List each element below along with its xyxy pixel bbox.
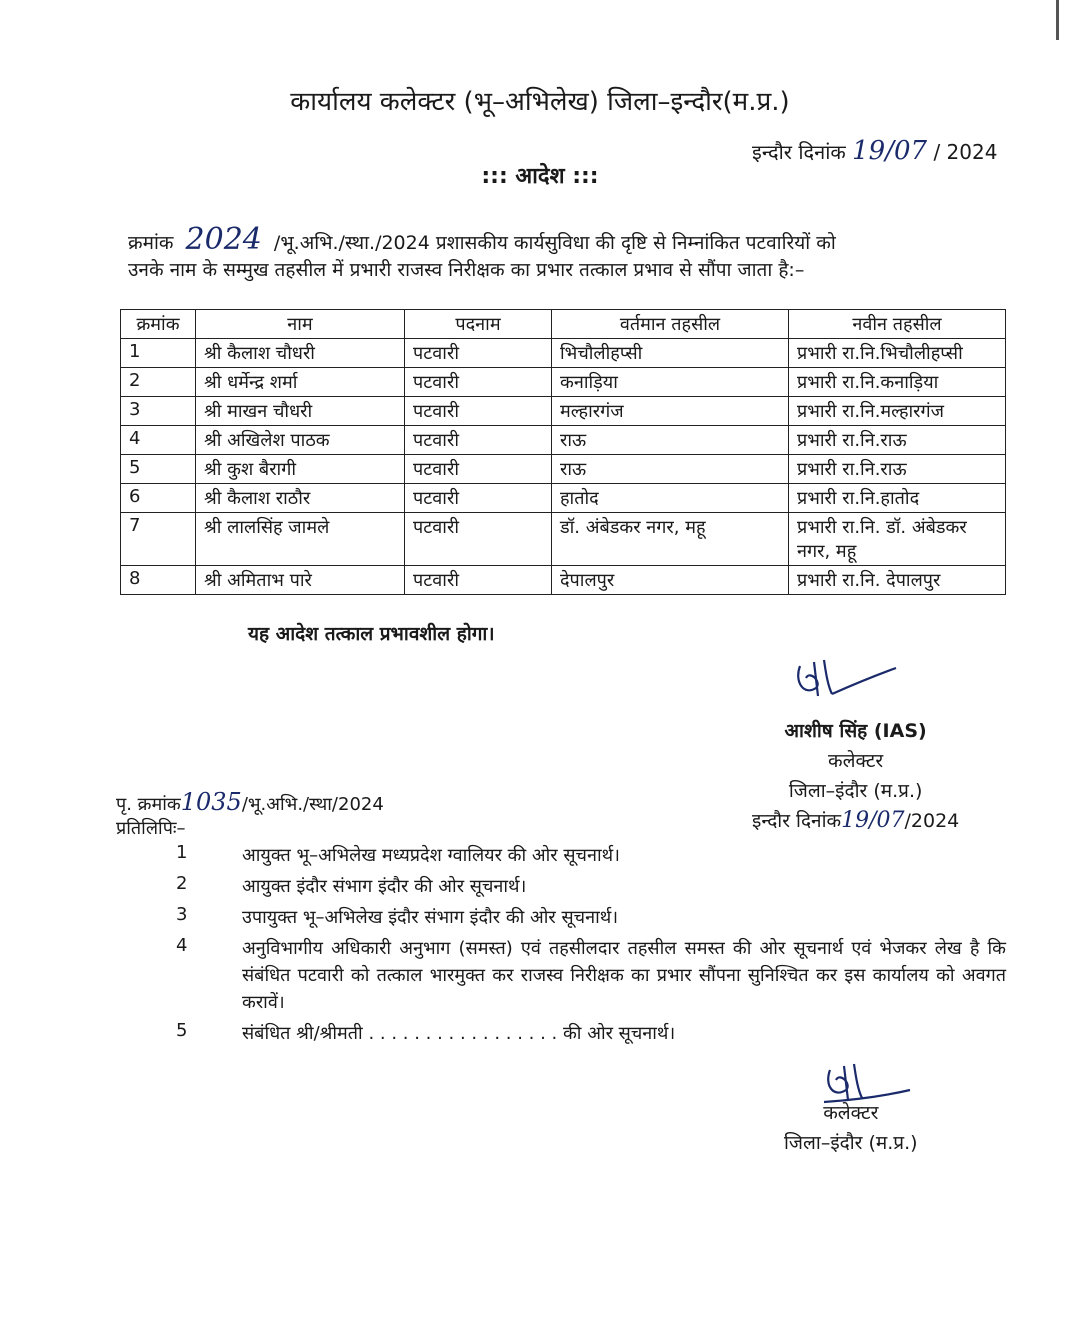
list-item-number: 4 xyxy=(176,935,188,956)
cell-serial: 5 xyxy=(121,455,196,484)
cell-post: पटवारी xyxy=(405,426,552,455)
cell-post: पटवारी xyxy=(405,397,552,426)
cell-name: श्री अमिताभ पारे xyxy=(196,566,405,595)
table-row xyxy=(121,426,1006,455)
header-current-tehsil: वर्तमान तहसील xyxy=(552,310,789,339)
list-item-text: आयुक्त इंदौर संभाग इंदौर की ओर सूचनार्थ। xyxy=(242,876,527,897)
cell-name: श्री कुश बैरागी xyxy=(196,455,405,484)
cell-new-tehsil: प्रभारी रा.नि. देपालपुर xyxy=(789,566,1006,595)
cell-serial: 1 xyxy=(121,339,196,368)
cell-name: श्री धर्मेन्द्र शर्मा xyxy=(196,368,405,397)
cell-serial: 6 xyxy=(121,484,196,513)
scan-edge-line xyxy=(1056,0,1059,40)
handwritten-order-number: 2024 xyxy=(185,222,262,257)
cell-post: पटवारी xyxy=(405,339,552,368)
cell-current-tehsil: राऊ xyxy=(552,455,789,484)
signatory-district: जिला–इंदौर (म.प्र.) xyxy=(788,780,923,802)
cell-current-tehsil: राऊ xyxy=(552,426,789,455)
effect-statement: यह आदेश तत्काल प्रभावशील होगा। xyxy=(248,623,495,645)
cell-current-tehsil: देपालपुर xyxy=(552,566,789,595)
copy-to-list xyxy=(176,842,1006,1051)
list-item-number: 2 xyxy=(176,873,188,894)
cell-post: पटवारी xyxy=(405,368,552,397)
handwritten-endorsement-number: 1035 xyxy=(180,788,242,816)
header-post: पदनाम xyxy=(405,310,552,339)
signatory-name: आशीष सिंह (IAS) xyxy=(784,720,927,742)
cell-name: श्री कैलाश राठौर xyxy=(196,484,405,513)
list-item-text: संबंधित श्री/श्रीमती . . . . . . . . . . . . . . . . . की ओर सूचनार्थ। xyxy=(242,1023,676,1044)
cell-name: श्री अखिलेश पाठक xyxy=(196,426,405,455)
order-reference-line: क्रमांक 2024 /भू.अभि./स्था./2024 प्रशासकीय कार्यसुविधा की दृष्टि से निम्नांकित पटवारियों को xyxy=(128,222,836,257)
cell-new-tehsil: प्रभारी रा.नि.राऊ xyxy=(789,455,1006,484)
list-item xyxy=(176,1020,1006,1047)
order-date: इन्दौर दिनांक 19/07 / 2024 xyxy=(752,136,998,166)
list-item-text: उपायुक्त भू–अभिलेख इंदौर संभाग इंदौर की ओर सूचनार्थ। xyxy=(242,907,619,928)
list-item-number: 3 xyxy=(176,904,188,925)
cell-name: श्री कैलाश चौधरी xyxy=(196,339,405,368)
cell-name: श्री लालसिंह जामले xyxy=(196,513,405,566)
header-new-tehsil: नवीन तहसील xyxy=(789,310,1006,339)
cell-post: पटवारी xyxy=(405,566,552,595)
header-name: नाम xyxy=(196,310,405,339)
cell-serial: 8 xyxy=(121,566,196,595)
cell-current-tehsil: डॉ. अंबेडकर नगर, महू xyxy=(552,513,789,566)
list-item-text: आयुक्त भू–अभिलेख मध्यप्रदेश ग्वालियर की ओर सूचनार्थ। xyxy=(242,845,620,866)
cell-serial: 4 xyxy=(121,426,196,455)
cell-current-tehsil: मल्हारगंज xyxy=(552,397,789,426)
patwari-table xyxy=(120,309,1006,595)
table-row xyxy=(121,455,1006,484)
table-row xyxy=(121,513,1006,566)
cell-new-tehsil: प्रभारी रा.नि.मल्हारगंज xyxy=(789,397,1006,426)
signatory-district-2: जिला–इंदौर (म.प्र.) xyxy=(784,1132,918,1154)
cell-new-tehsil: प्रभारी रा.नि.हातोद xyxy=(789,484,1006,513)
cell-new-tehsil: प्रभारी रा.नि. डॉ. अंबेडकर नगर, महू xyxy=(789,513,1006,566)
header-serial: क्रमांक xyxy=(121,310,196,339)
list-item xyxy=(176,904,1006,931)
list-item xyxy=(176,842,1006,869)
table-row xyxy=(121,397,1006,426)
cell-current-tehsil: हातोद xyxy=(552,484,789,513)
list-item xyxy=(176,935,1006,1016)
collector-signature-1 xyxy=(770,652,900,708)
signature-block-2 xyxy=(784,1098,918,1158)
signatory-designation: कलेक्टर xyxy=(828,750,884,772)
cell-serial: 2 xyxy=(121,368,196,397)
copy-to-label: प्रतिलिपिः– xyxy=(116,818,186,839)
table-row xyxy=(121,368,1006,397)
cell-current-tehsil: भिचौलीहप्सी xyxy=(552,339,789,368)
signature-date: इन्दौर दिनांक19/07/2024 xyxy=(752,808,960,833)
list-item-number: 1 xyxy=(176,842,188,863)
cell-post: पटवारी xyxy=(405,513,552,566)
order-heading: ::: आदेश ::: xyxy=(481,164,599,189)
cell-serial: 7 xyxy=(121,513,196,566)
office-title: कार्यालय कलेक्टर (भू–अभिलेख) जिला–इन्दौर(म.प्र.) xyxy=(290,87,790,117)
table-header-row xyxy=(121,310,1006,339)
table-row xyxy=(121,566,1006,595)
cell-current-tehsil: कनाड़िया xyxy=(552,368,789,397)
table-row xyxy=(121,339,1006,368)
handwritten-date: 19/07 xyxy=(852,136,928,166)
list-item xyxy=(176,873,1006,900)
table-row xyxy=(121,484,1006,513)
cell-name: श्री माखन चौधरी xyxy=(196,397,405,426)
cell-post: पटवारी xyxy=(405,455,552,484)
endorsement-reference: पृ. क्रमांक1035/भू.अभि./स्था/2024 xyxy=(116,788,384,816)
signatory-designation-2: कलेक्टर xyxy=(823,1102,879,1124)
signature-block-1 xyxy=(752,716,959,836)
list-item-number: 5 xyxy=(176,1020,188,1041)
cell-new-tehsil: प्रभारी रा.नि.भिचौलीहप्सी xyxy=(789,339,1006,368)
cell-serial: 3 xyxy=(121,397,196,426)
order-body-line: उनके नाम के सम्मुख तहसील में प्रभारी राजस्व निरीक्षक का प्रभार तत्काल प्रभाव से सौंपा जाता है:– xyxy=(128,259,805,281)
list-item-text: अनुविभागीय अधिकारी अनुभाग (समस्त) एवं तहसीलदार तहसील समस्त की ओर सूचनार्थ एवं भेजकर लेख है कि संबंधित पटवारी को तत्काल भारमुक्त कर राजस्व निरीक्षक का प्रभार सौंपना सुनिश्चित कर इस कार्यालय को अवगत करावें। xyxy=(242,938,1006,1013)
cell-new-tehsil: प्रभारी रा.नि.राऊ xyxy=(789,426,1006,455)
cell-post: पटवारी xyxy=(405,484,552,513)
cell-new-tehsil: प्रभारी रा.नि.कनाड़िया xyxy=(789,368,1006,397)
